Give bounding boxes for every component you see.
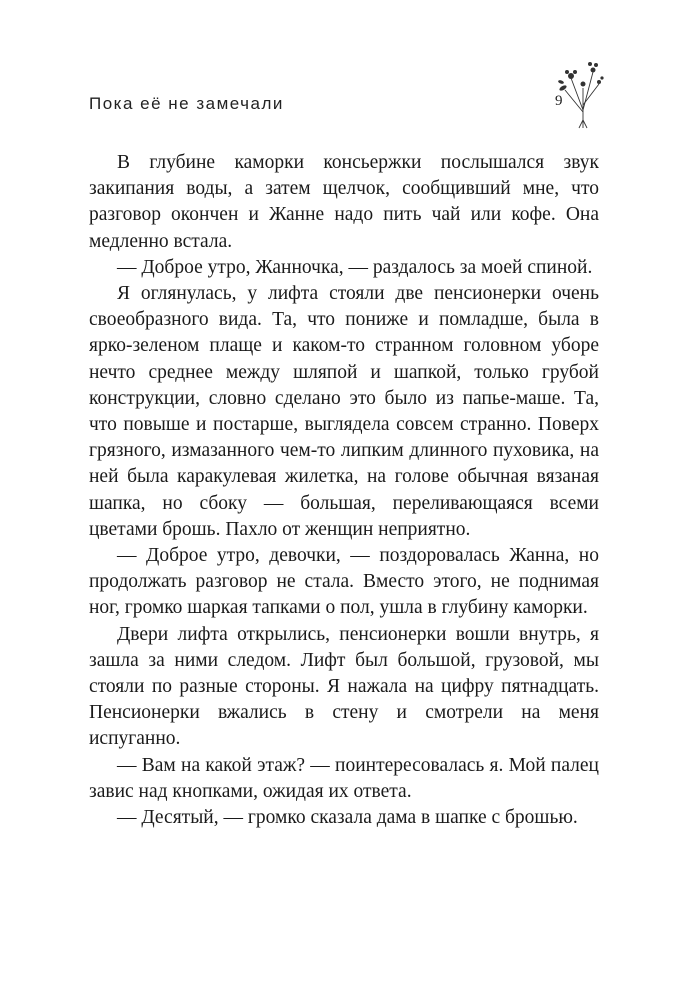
paragraph: — Доброе утро, Жанночка, — раздалось за моей спиной. bbox=[117, 256, 593, 278]
paragraph: Я оглянулась, у лифта стояли две пенсионерки очень своеобразного вида. Та, что пониже и помладше, была в ярко-зеленом плаще и каком-то странном головном уборе нечто среднее между шляпой и шапкой, только грубой конструкции, словно сделано это было из папье-маше. Та, что повыше и постарше, выглядела совсем странно. Поверх грязного, измазанного чем-то липким длинного пуховика, на ней была каракулевая жилетка, на голове обычная вязаная шапка, но сбоку — большая, переливающаяся всеми цветами брошь. Пахло от женщин неприятно. bbox=[89, 283, 599, 540]
page-number: 9 bbox=[555, 93, 563, 109]
paragraph: Двери лифта открылись, пенсионерки вошли внутрь, я зашла за ними следом. Лифт был большой, грузовой, мы стояли по разные стороны. Я нажала на цифру пятнадцать. Пенсионерки вжались в стену и смотрели на меня испуганно. bbox=[89, 623, 599, 750]
flower-bouquet-icon bbox=[553, 50, 613, 130]
paragraph: — Вам на какой этаж? — поинтересовалась я. Мой палец завис над кнопками, ожидая их ответа. bbox=[89, 754, 599, 802]
paragraph: — Десятый, — громко сказала дама в шапке с брошью. bbox=[117, 807, 578, 829]
paragraph: В глубине каморки консьержки послышался звук закипания воды, а затем щелчок, сообщивший мне, что разговор окончен и Жанне надо пить чай или кофе. Она медленно встала. bbox=[89, 152, 599, 252]
paragraph: — Доброе утро, девочки, — поздоровалась Жанна, но продолжать разговор не стала. Вместо этого, не поднимая ног, громко шаркая тапками о пол, ушла в глубину каморки. bbox=[89, 545, 599, 619]
running-title: Пока её не замечали bbox=[89, 94, 284, 113]
body-text bbox=[89, 150, 599, 831]
